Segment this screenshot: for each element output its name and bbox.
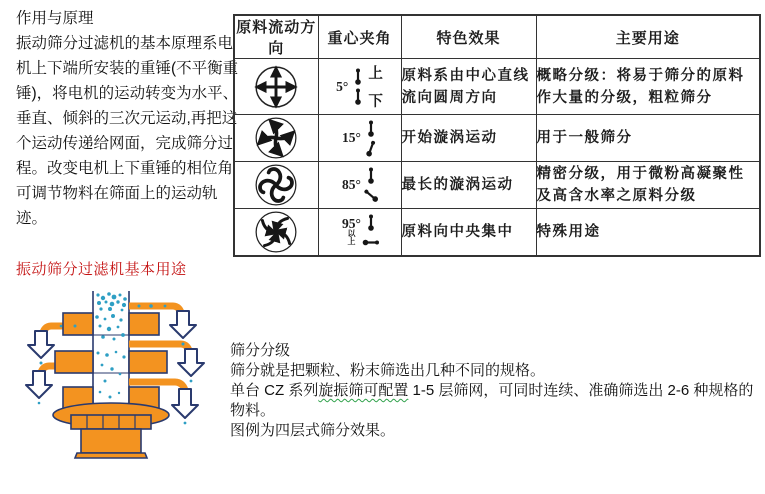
effect-cell: 原料系由中心直线流向圆周方向 <box>401 59 536 115</box>
gravity-angle-cell <box>319 166 401 205</box>
effect-cell: 开始漩涡运动 <box>401 115 536 162</box>
table-row <box>234 209 760 257</box>
angle-value: 5° <box>336 78 349 94</box>
usage-cell: 特殊用途 <box>536 209 760 257</box>
intro-section <box>16 6 247 231</box>
weight-diagram <box>365 119 377 158</box>
gravity-angle-cell <box>319 119 401 158</box>
sieve-grading-title: 筛分分级 <box>230 342 291 359</box>
intro-body: 振动筛分过滤机的基本原理系电机上下端所安装的重锤(不平衡重锤)，将电机的运动转变为水平、垂直、倾斜的三次元运动,再把这个运动传递给网面，完成筛分过程。改变电机上下重锤的相位角可调节物料在筛面上的运动轨迹。 <box>16 35 239 227</box>
usage-cell: 精密分级，用于微粉高凝聚性及高含水率之原料分级 <box>536 162 760 209</box>
spiral-icon <box>253 162 299 208</box>
angle-suffix: 以上 <box>347 229 356 246</box>
section-heading-basic-uses: 振动筛分过滤机基本用途 <box>16 261 187 278</box>
machine-base <box>53 403 169 458</box>
cross-arrows-icon <box>253 64 299 110</box>
gravity-angle-cell <box>319 62 401 111</box>
table-row <box>234 59 760 115</box>
gravity-angle-cell <box>319 213 401 252</box>
weight-diagram <box>352 67 364 106</box>
label-up: 上 <box>368 66 383 82</box>
weight-diagram <box>365 166 377 205</box>
col-header-main-use: 主要用途 <box>536 15 760 59</box>
inward-spiral-icon <box>253 209 299 255</box>
sieve-grading-line3: 图例为四层式筛分效果。 <box>230 422 396 439</box>
label-down: 下 <box>368 94 383 110</box>
col-header-gravity-angle: 重心夹角 <box>318 15 401 59</box>
spellcheck-marked-text: 旋振筛可配置 <box>318 382 409 399</box>
table-row <box>234 162 760 209</box>
angle-value: 85° <box>342 177 361 192</box>
col-header-effect: 特色效果 <box>401 15 536 59</box>
table-row <box>234 115 760 162</box>
col-header-flow-direction: 原料流动方向 <box>234 15 318 59</box>
spec-table <box>233 14 761 257</box>
angle-value: 95° <box>342 216 361 231</box>
effect-cell: 原料向中央集中 <box>401 209 536 257</box>
sieve-machine-illustration <box>15 289 210 461</box>
intro-title: 作用与原理 <box>16 10 94 27</box>
sieve-grading-line2: 单台 CZ 系列旋振筛可配置 1-5 层筛网，可同时连续、准确筛选出 2-6 种规格的物料。 <box>230 382 754 419</box>
pinwheel-icon <box>253 115 299 161</box>
weight-diagram <box>365 213 377 252</box>
sieve-grading-section <box>230 341 765 441</box>
sieve-decks <box>55 313 167 409</box>
sieve-machine-drawing <box>15 289 210 461</box>
angle-value: 15° <box>342 130 361 145</box>
sieve-grading-line1: 筛分就是把颗粒、粉末筛选出几种不同的规格。 <box>230 362 546 379</box>
usage-cell: 用于一般筛分 <box>536 115 760 162</box>
effect-cell: 最长的漩涡运动 <box>401 162 536 209</box>
table-header-row <box>234 15 760 59</box>
usage-cell: 概略分级：将易于筛分的原料作大量的分级，粗粒筛分 <box>536 59 760 115</box>
